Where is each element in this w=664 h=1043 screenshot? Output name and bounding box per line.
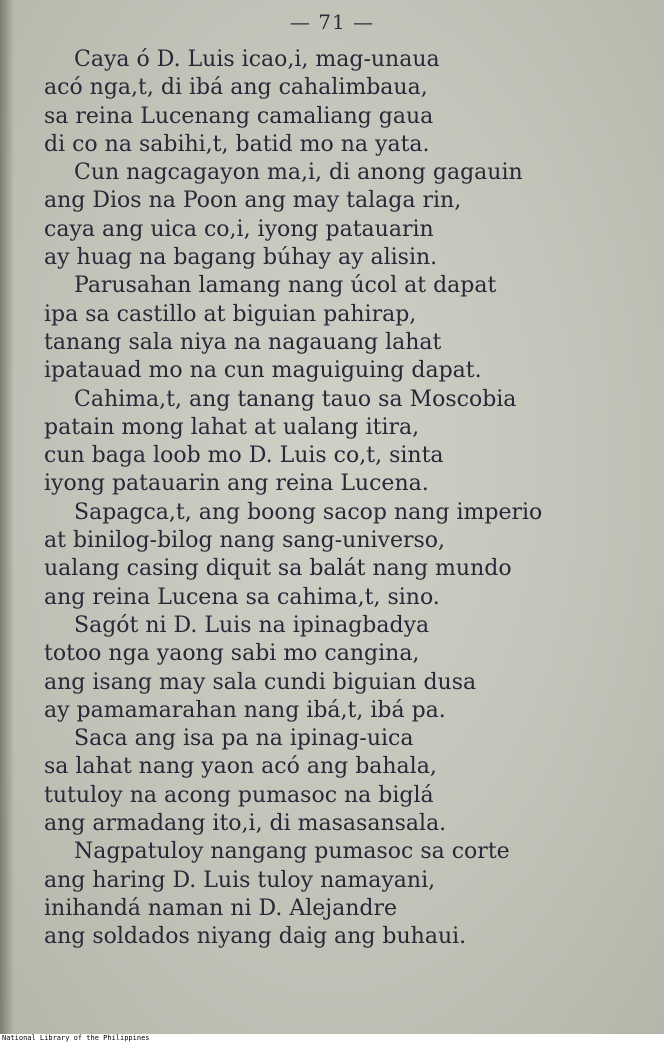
verse-line: ang armadang ito,i, di masasansala. bbox=[44, 811, 447, 837]
verse-line: tanang sala niya na nagauang lahat bbox=[44, 329, 442, 355]
verse-line: ang haring D. Luis tuloy namayani, bbox=[44, 867, 436, 893]
verse-line: ipatauad mo na cun maguiguing dapat. bbox=[44, 358, 482, 384]
verse-line: patain mong lahat at ualang itira, bbox=[44, 414, 420, 440]
stanza bbox=[44, 499, 644, 612]
verse-line: totoo nga yaong sabi mo cangina, bbox=[44, 641, 420, 667]
verse-line: iyong patauarin ang reina Lucena. bbox=[44, 471, 429, 497]
verse-line: Sapagca,t, ang boong sacop nang imperio bbox=[74, 499, 543, 525]
verse-line: inihandá naman ni D. Alejandre bbox=[44, 895, 398, 921]
verse-line: ang isang may sala cundi biguian dusa bbox=[44, 669, 477, 695]
verse-line: Nagpatuloy nangang pumasoc sa corte bbox=[74, 839, 510, 865]
verse-line: ang soldados niyang daig ang buhaui. bbox=[44, 924, 467, 950]
verse-line: acó nga,t, di ibá ang cahalimbaua, bbox=[44, 75, 428, 101]
stanza bbox=[44, 725, 644, 838]
verse-line: ipa sa castillo at biguian pahirap, bbox=[44, 301, 417, 327]
verse-line: Cahima,t, ang tanang tauo sa Moscobia bbox=[74, 386, 517, 412]
stanza bbox=[44, 838, 644, 951]
page-number: — 71 — bbox=[289, 10, 375, 34]
verse-line: Cun nagcagayon ma,i, di anong gagauin bbox=[74, 160, 523, 186]
verse-line: ualang casing diquit sa balát nang mundo bbox=[44, 556, 512, 582]
verse-line: at binilog-bilog nang sang-universo, bbox=[44, 528, 446, 554]
verse-line: tutuloy na acong pumasoc na biglá bbox=[44, 782, 434, 808]
footer-bar bbox=[0, 1034, 664, 1043]
stanza bbox=[44, 612, 644, 725]
verse-line: ang reina Lucena sa cahima,t, sino. bbox=[44, 584, 440, 610]
verse-line: sa lahat nang yaon acó ang bahala, bbox=[44, 754, 437, 780]
verse-line: sa reina Lucenang camaliang gaua bbox=[44, 103, 434, 129]
verse-line: caya ang uica co,i, iyong patauarin bbox=[44, 216, 434, 242]
verse-line: Saca ang isa pa na ipinag-uica bbox=[74, 726, 414, 752]
stanza bbox=[44, 272, 644, 385]
page-binding-shadow bbox=[0, 0, 14, 1034]
stanza bbox=[44, 46, 644, 159]
poem-text bbox=[44, 46, 644, 952]
footer-credit: National Library of the Philippines bbox=[2, 1034, 150, 1042]
verse-line: ang Dios na Poon ang may talaga rin, bbox=[44, 188, 462, 214]
stanza bbox=[44, 386, 644, 499]
verse-line: Sagót ni D. Luis na ipinagbadya bbox=[74, 612, 430, 638]
stanza bbox=[44, 159, 644, 272]
verse-line: cun baga loob mo D. Luis co,t, sinta bbox=[44, 443, 444, 469]
verse-line: ay huag na bagang búhay ay alisin. bbox=[44, 245, 438, 271]
verse-line: ay pamamarahan nang ibá,t, ibá pa. bbox=[44, 697, 446, 723]
verse-line: Parusahan lamang nang úcol at dapat bbox=[74, 273, 497, 299]
verse-line: Caya ó D. Luis icao,i, mag-unaua bbox=[74, 47, 440, 72]
verse-line: di co na sabihi,t, batid mo na yata. bbox=[44, 131, 430, 157]
